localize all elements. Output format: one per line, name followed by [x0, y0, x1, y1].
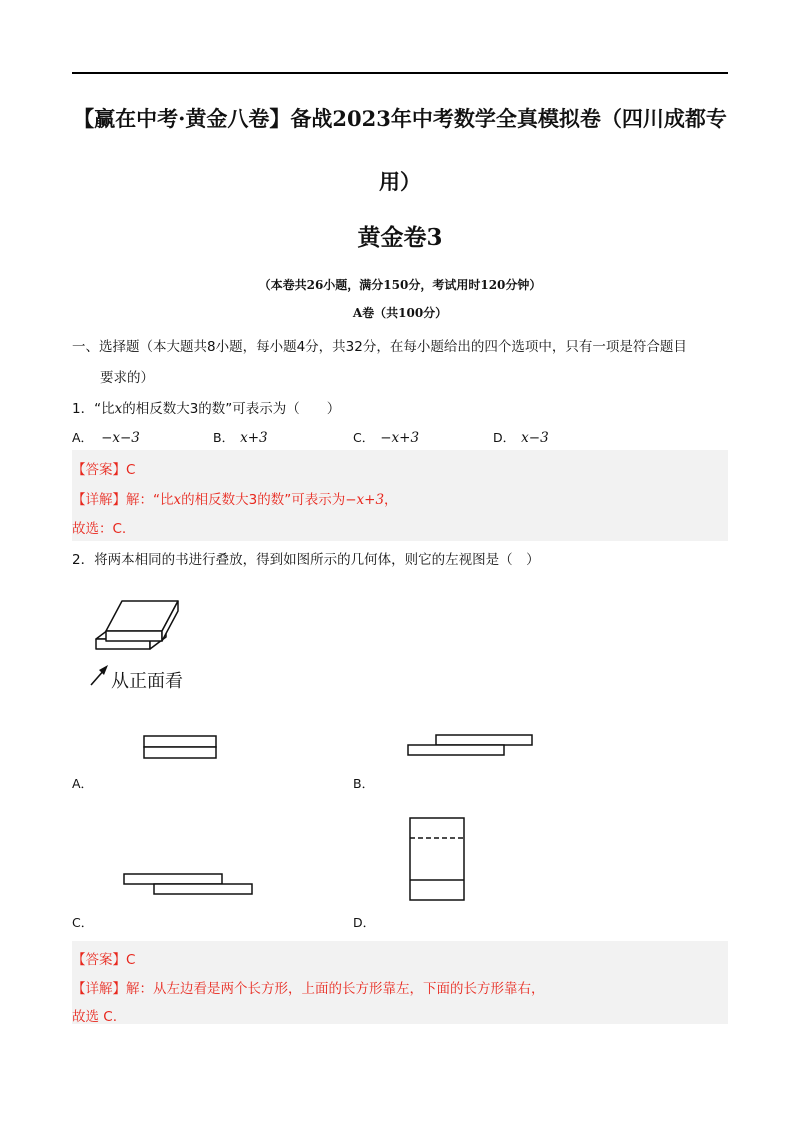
q2-option-a-label: A．: [72, 776, 94, 791]
q2-option-b-label: B．: [353, 776, 375, 791]
q1-stem-var: x: [114, 401, 123, 417]
q2-detail: [72, 977, 545, 997]
paper-title-line1: 【赢在中考·黄金八卷】备战2023年中考数学全真模拟卷（四川成都专: [73, 106, 727, 131]
q1-detail-pre: 解：“比: [126, 492, 174, 508]
section-title: A卷（共100分）: [352, 306, 448, 320]
q1-option-a-label: A．: [72, 430, 94, 445]
q1-option-c-label: C．: [353, 430, 375, 445]
paper-title-line2: 用）: [379, 169, 421, 194]
q1-option-b-expr: x+3: [240, 430, 268, 446]
q2-detail-text: 解：从左边看是两个长方形，上面的长方形靠左，下面的长方形靠右，: [126, 981, 545, 997]
part-heading-line2: 要求的）: [100, 370, 154, 386]
q1-detail-tag: 【详解】: [72, 492, 126, 508]
q1-stem-pre: “比: [94, 401, 115, 417]
view-arrow-icon: [91, 665, 108, 685]
q2-answer-tag: 【答案】: [72, 952, 126, 968]
q1-detail-expr: −x+3: [345, 492, 385, 508]
q1-option-c: [353, 428, 419, 446]
q1-option-d-expr: x−3: [521, 430, 549, 446]
q1-detail: [72, 488, 398, 508]
figure-label: 从正面看: [111, 671, 183, 692]
q1-answer: [72, 458, 135, 478]
q1-detail-mid: 的相反数大3的数”可表示为: [181, 492, 346, 508]
q2-conclusion: 故选 C.: [72, 1009, 118, 1025]
part-heading-line1: 一、选择题（本大题共8小题，每小题4分，共32分，在每小题给出的四个选项中，只有一项是符合题目: [72, 339, 687, 355]
q1-number: 1．: [72, 401, 95, 417]
top-book-front-face: [106, 631, 162, 641]
q1-conclusion: 故选：C.: [72, 521, 127, 537]
q2-option-c-figure: [120, 870, 256, 900]
q1-stem-post: 的相反数大3的数”可表示为（ ）: [122, 401, 341, 417]
q2-option-a-figure: [140, 732, 220, 762]
q1-detail-var: x: [173, 492, 182, 508]
exam-info: （本卷共26小题，满分150分，考试用时120分钟）: [258, 278, 542, 292]
q1-answer-value: C: [126, 462, 136, 478]
q1-option-b-label: B．: [213, 430, 235, 445]
q1-option-a: [72, 428, 140, 446]
q1-option-d-label: D．: [493, 430, 516, 445]
q1-detail-end: ，: [384, 492, 398, 508]
q2-option-d-figure: [406, 814, 468, 904]
q2-answer: [72, 948, 135, 968]
q2-option-b-figure: [404, 732, 540, 762]
q2-option-d-label: D．: [353, 915, 376, 930]
q1-stem: [72, 397, 340, 417]
q1-option-c-expr: −x+3: [380, 430, 420, 446]
q1-option-d: [493, 428, 549, 446]
top-rule: [72, 72, 728, 74]
q1-option-b: [213, 428, 268, 446]
q2-answer-value: C: [126, 952, 136, 968]
q2-detail-tag: 【详解】: [72, 981, 126, 997]
q2-number: 2．: [72, 552, 95, 568]
q1-answer-tag: 【答案】: [72, 462, 126, 478]
q2-option-c-label: C．: [72, 915, 94, 930]
q2-stem-text: 将两本相同的书进行叠放，得到如图所示的几何体，则它的左视图是（ ）: [94, 552, 540, 568]
q1-option-a-expr: −x−3: [101, 430, 140, 446]
q2-stem: [72, 548, 540, 568]
paper-subtitle: 黄金卷3: [357, 224, 443, 251]
